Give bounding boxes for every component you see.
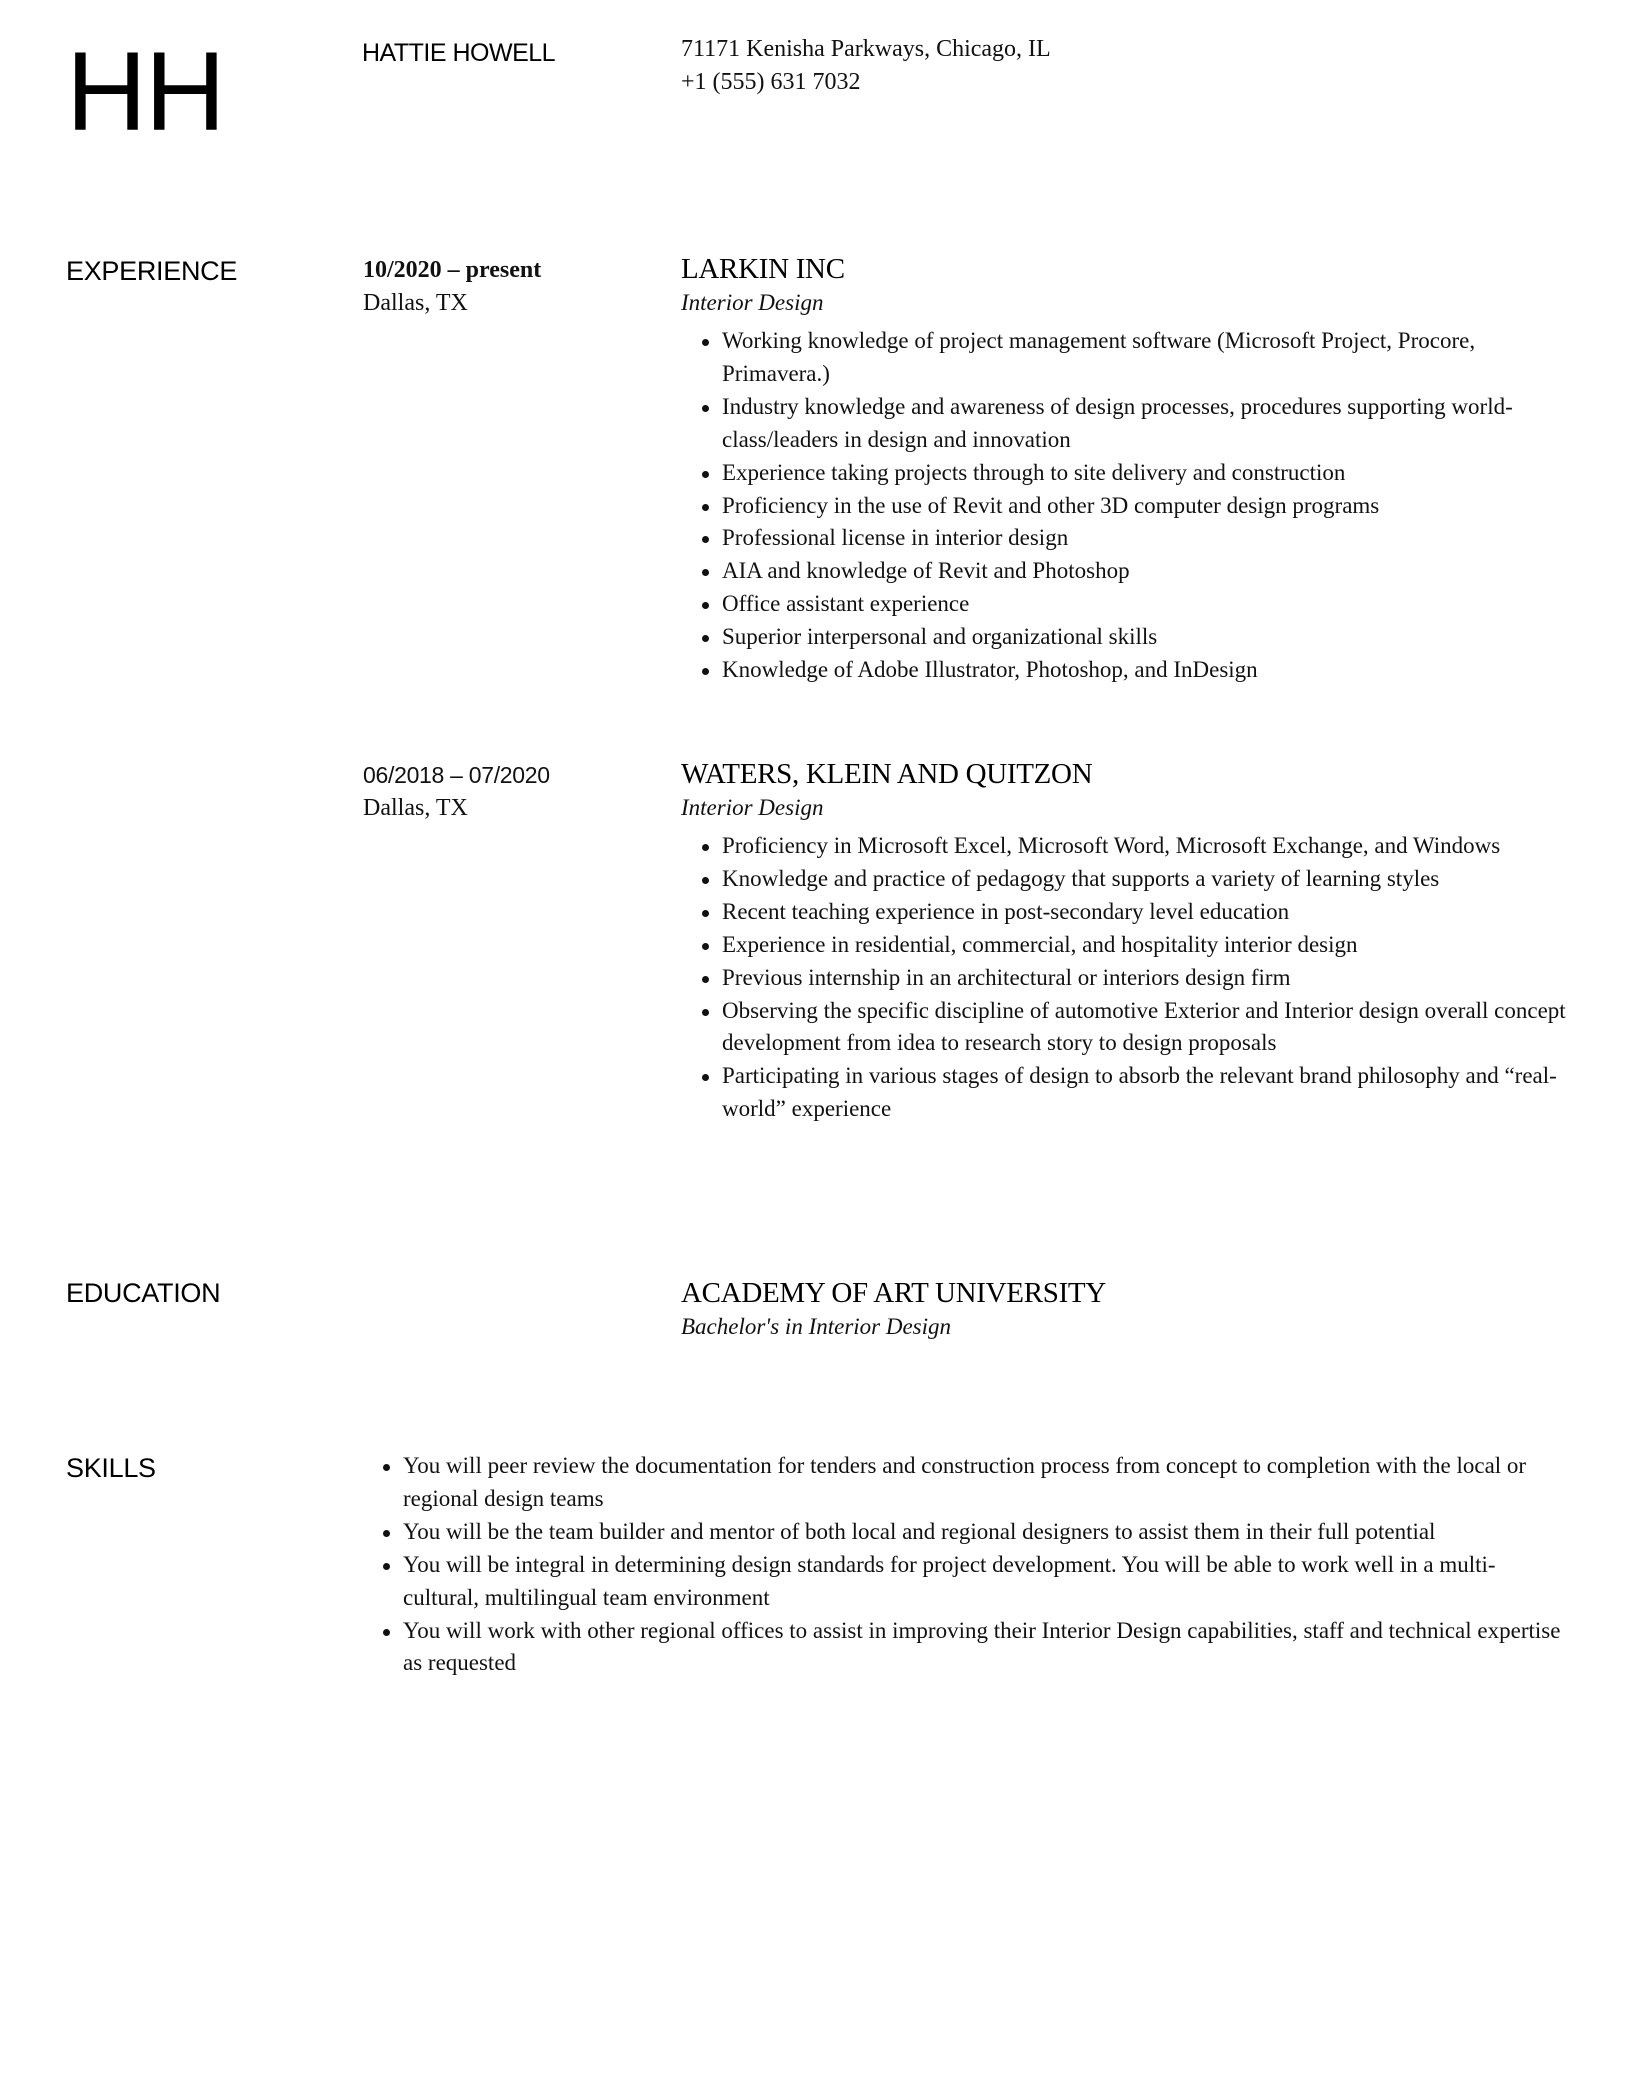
job-location: Dallas, TX [363,795,468,821]
list-item: Observing the specific discipline of automotive Exterior and Interior design overall concept development from idea to research story to design proposals [722,995,1581,1061]
skills-list-container [362,1450,1562,1680]
school-name: ACADEMY OF ART UNIVERSITY [681,1277,1106,1309]
section-label-skills: SKILLS [66,1453,156,1483]
list-item: Proficiency in Microsoft Excel, Microsoft Word, Microsoft Exchange, and Windows [722,830,1581,863]
candidate-name: HATTIE HOWELL [362,39,556,67]
degree: Bachelor's in Interior Design [681,1314,952,1339]
list-item: You will work with other regional offices to assist in improving their Interior Design capabilities, staff and technical expertise as requested [403,1615,1562,1681]
job-role: Interior Design [681,290,824,315]
list-item: Industry knowledge and awareness of design processes, procedures supporting world-class/leaders in design and innovation [722,391,1581,457]
list-item: Superior interpersonal and organizational skills [722,621,1581,654]
company-name: LARKIN INC [681,253,845,285]
job-role: Interior Design [681,795,824,820]
list-item: Proficiency in the use of Revit and other 3D computer design programs [722,490,1581,523]
job-date: 10/2020 – present [363,257,542,283]
job-bullets [681,325,1581,687]
skills-list [362,1450,1562,1680]
list-item: Previous internship in an architectural or interiors design firm [722,962,1581,995]
list-item: AIA and knowledge of Revit and Photoshop [722,555,1581,588]
list-item: Participating in various stages of design to absorb the relevant brand philosophy and “real-world” experience [722,1060,1581,1126]
list-item: Professional license in interior design [722,522,1581,555]
phone: +1 (555) 631 7032 [681,69,861,95]
job-meta [363,759,550,825]
section-label-education: EDUCATION [66,1278,221,1308]
list-item: Knowledge of Adobe Illustrator, Photoshop, and InDesign [722,654,1581,687]
contact-info [681,33,1051,99]
job-entry [681,252,1581,687]
company-name: WATERS, KLEIN AND QUITZON [681,758,1093,790]
list-item: Office assistant experience [722,588,1581,621]
job-meta [363,254,541,320]
monogram: HH [66,29,224,154]
list-item: Experience taking projects through to site delivery and construction [722,457,1581,490]
education-entry [681,1276,1581,1343]
list-item: Recent teaching experience in post-secondary level education [722,896,1581,929]
list-item: Knowledge and practice of pedagogy that supports a variety of learning styles [722,863,1581,896]
job-date: 06/2018 – 07/2020 [363,762,550,788]
list-item: You will peer review the documentation for tenders and construction process from concept to completion with the local or regional design teams [403,1450,1562,1516]
list-item: Working knowledge of project management software (Microsoft Project, Procore, Primavera.) [722,325,1581,391]
list-item: You will be integral in determining design standards for project development. You will be able to work well in a multi-cultural, multilingual team environment [403,1549,1562,1615]
job-entry [681,757,1581,1126]
section-label-experience: EXPERIENCE [66,256,238,286]
job-location: Dallas, TX [363,290,468,316]
address: 71171 Kenisha Parkways, Chicago, IL [681,36,1051,62]
job-bullets [681,830,1581,1126]
list-item: Experience in residential, commercial, and hospitality interior design [722,929,1581,962]
list-item: You will be the team builder and mentor of both local and regional designers to assist them in their full potential [403,1516,1562,1549]
